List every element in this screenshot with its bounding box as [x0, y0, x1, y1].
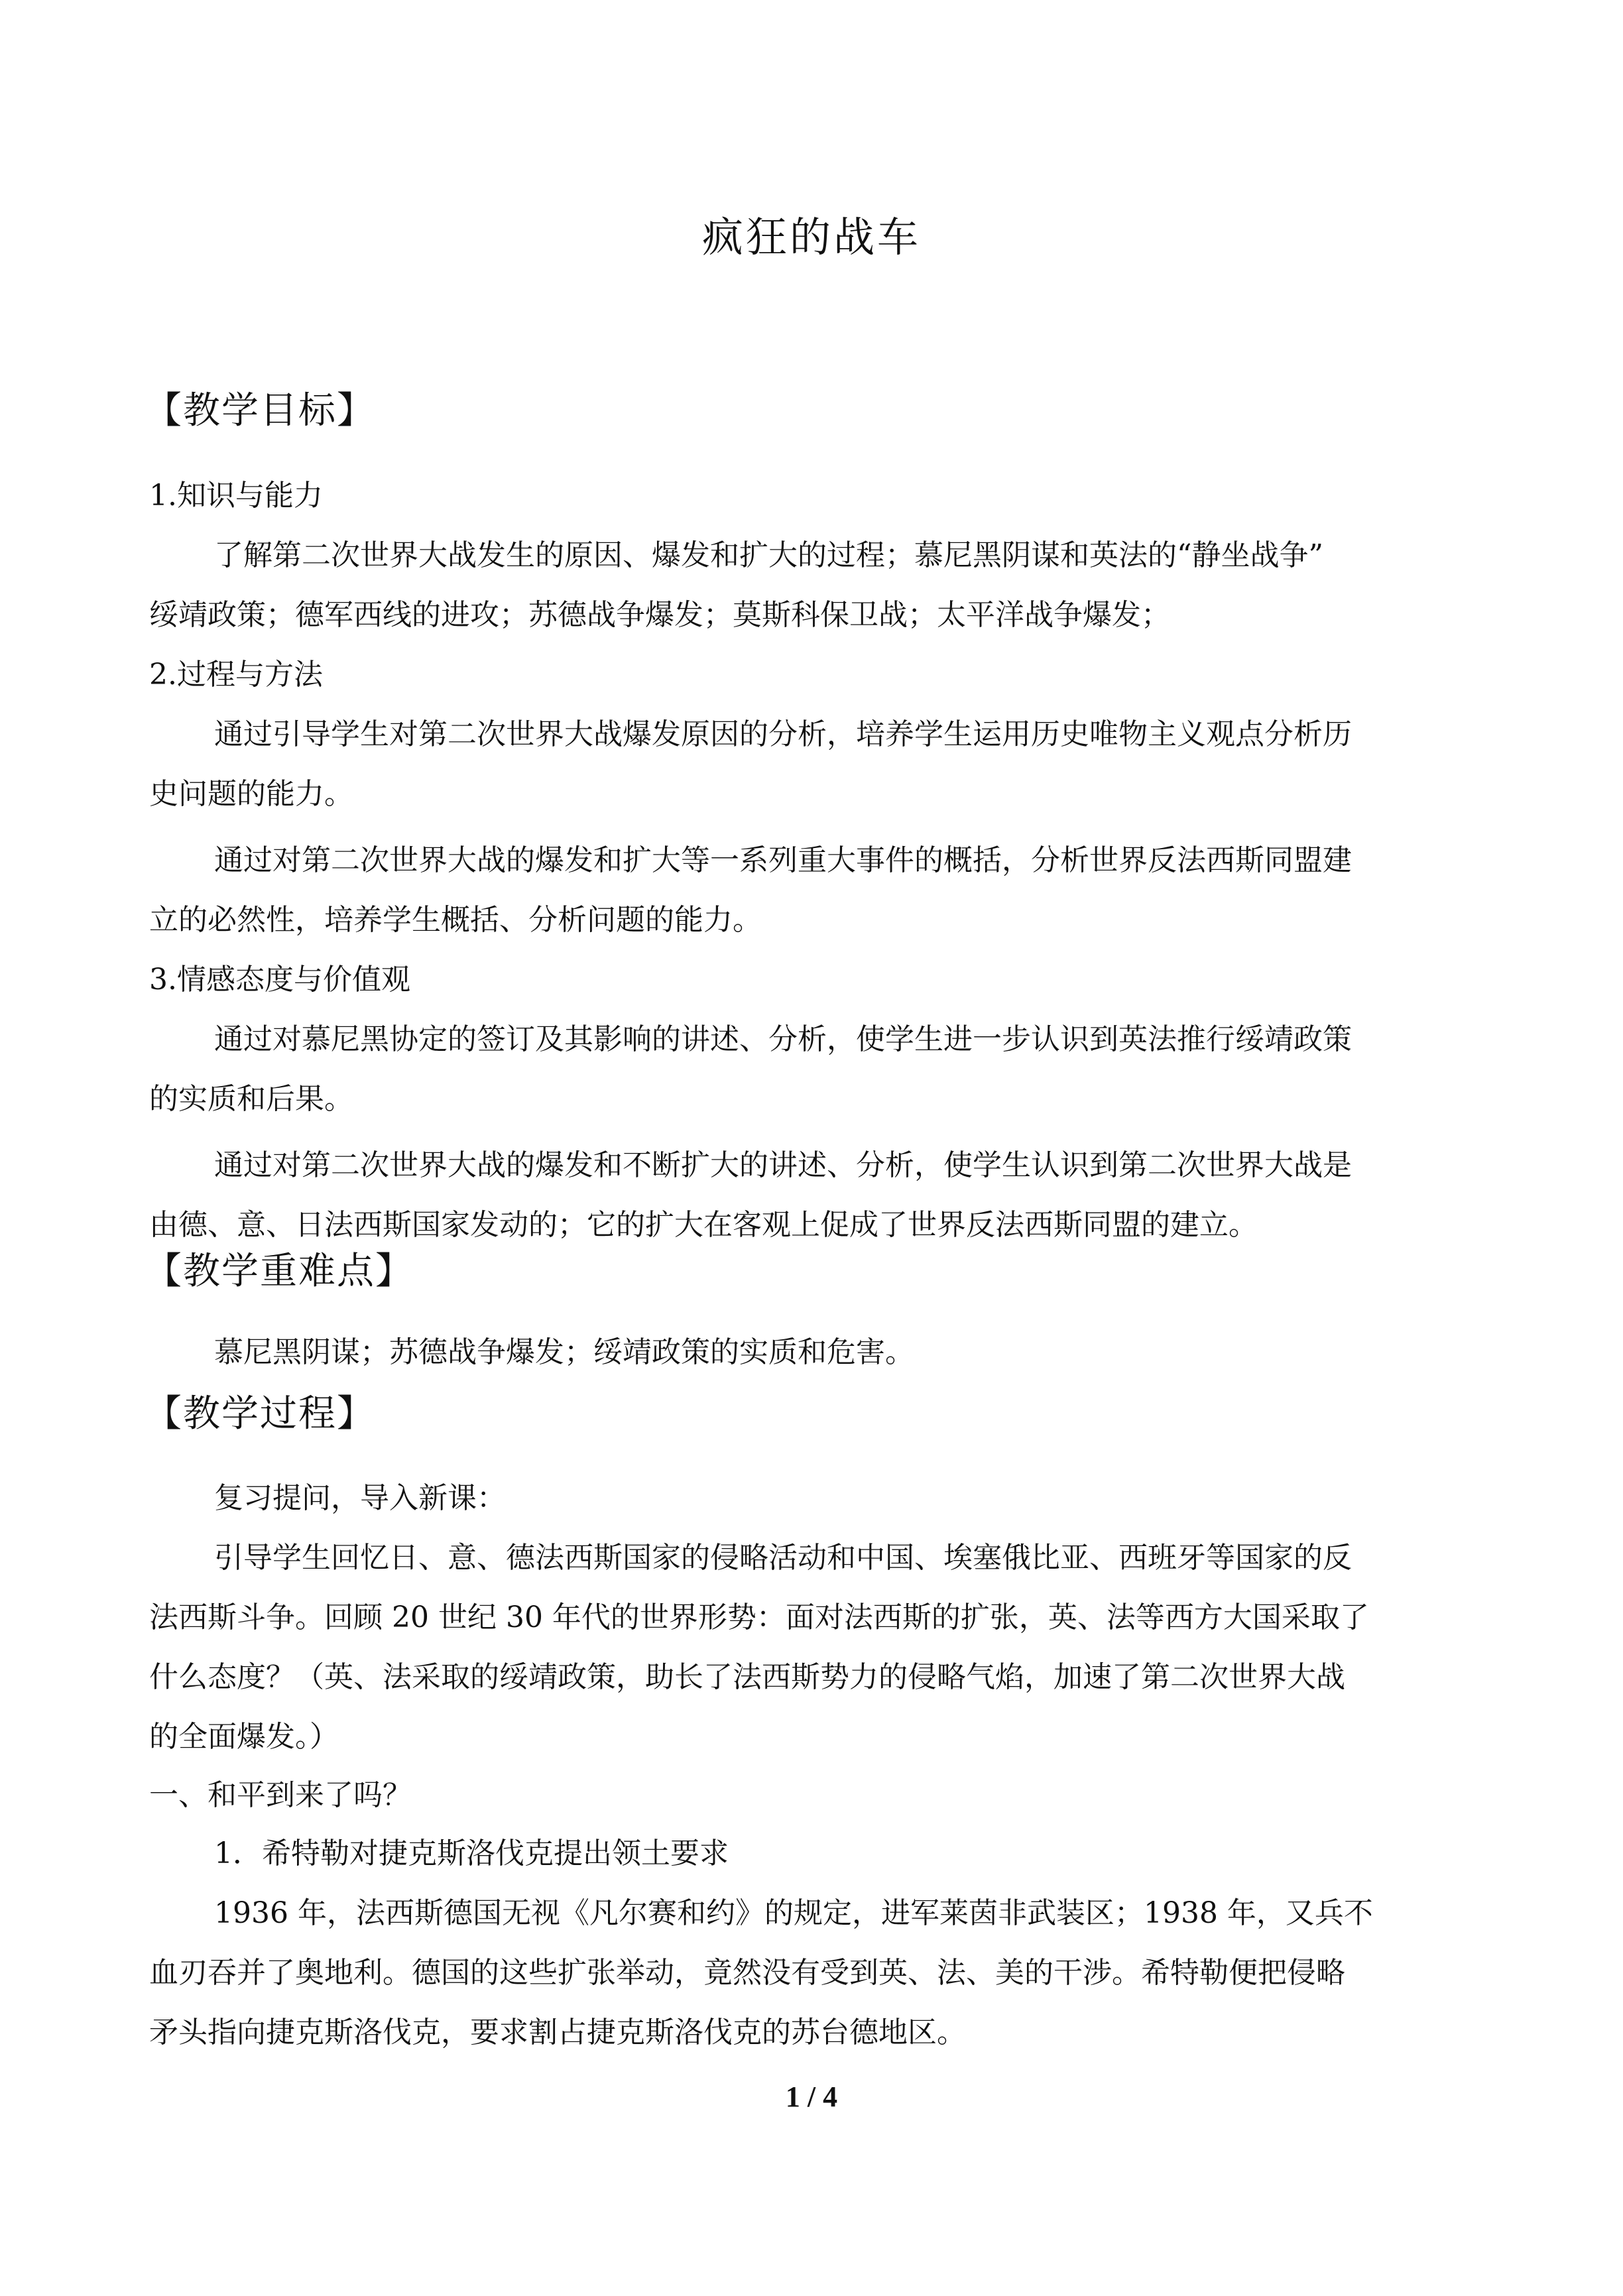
paragraph-line: 了解第二次世界大战发生的原因、爆发和扩大的过程；慕尼黑阴谋和英法的“静坐战争” [214, 538, 1323, 572]
paragraph-line: 法西斯斗争。回顾 20 世纪 30 年代的世界形势：面对法西斯的扩张，英、法等西方大国采取了 [149, 1601, 1369, 1634]
paragraph-line: 引导学生回忆日、意、德法西斯国家的侵略活动和中国、埃塞俄比亚、西班牙等国家的反 [214, 1541, 1352, 1575]
paragraph-line: 通过对第二次世界大战的爆发和扩大等一系列重大事件的概括，分析世界反法西斯同盟建 [214, 843, 1352, 877]
paragraph-line: 立的必然性，培养学生概括、分析问题的能力。 [149, 903, 762, 937]
subsection-subtitle: 1．希特勒对捷克斯洛伐克提出领土要求 [214, 1837, 729, 1870]
section-heading-key-points: 【教学重难点】 [145, 1250, 414, 1293]
paragraph-line: 通过引导学生对第二次世界大战爆发原因的分析，培养学生运用历史唯物主义观点分析历 [214, 717, 1352, 751]
paragraph-line: 血刃吞并了奥地利。德国的这些扩张举动，竟然没有受到英、法、美的干涉。希特勒便把侵略 [149, 1956, 1345, 1990]
page-number: 1 / 4 [785, 2081, 838, 2113]
page-title: 疯狂的战车 [701, 213, 921, 261]
paragraph-line: 的实质和后果。 [149, 1082, 353, 1116]
paragraph-line: 通过对第二次世界大战的爆发和不断扩大的讲述、分析，使学生认识到第二次世界大战是 [214, 1148, 1352, 1182]
paragraph-line: 由德、意、日法西斯国家发动的；它的扩大在客观上促成了世界反法西斯同盟的建立。 [149, 1208, 1258, 1242]
section-heading-objectives: 【教学目标】 [145, 389, 375, 432]
paragraph-line: 通过对慕尼黑协定的签订及其影响的讲述、分析，使学生进一步认识到英法推行绥靖政策 [214, 1022, 1352, 1056]
objective-label-3: 3.情感态度与价值观 [149, 963, 410, 997]
objective-label-1: 1.知识与能力 [149, 479, 323, 513]
paragraph-line: 绥靖政策；德军西线的进攻；苏德战争爆发；莫斯科保卫战；太平洋战争爆发； [149, 598, 1170, 632]
paragraph-line: 什么态度？（英、法采取的绥靖政策，助长了法西斯势力的侵略气焰，加速了第二次世界大战 [149, 1660, 1345, 1694]
paragraph-line: 复习提问，导入新课： [214, 1481, 506, 1515]
paragraph-line: 1936 年，法西斯德国无视《凡尔赛和约》的规定，进军莱茵非武装区；1938 年，又兵不 [214, 1896, 1373, 1930]
objective-label-2: 2.过程与方法 [149, 658, 323, 692]
paragraph-line: 的全面爆发。） [149, 1720, 339, 1754]
paragraph-line: 矛头指向捷克斯洛伐克，要求割占捷克斯洛伐克的苏台德地区。 [149, 2016, 966, 2049]
paragraph-line: 史问题的能力。 [149, 777, 353, 811]
paragraph-line: 慕尼黑阴谋；苏德战争爆发；绥靖政策的实质和危害。 [214, 1335, 914, 1369]
section-heading-process: 【教学过程】 [145, 1392, 375, 1435]
subsection-title: 一、和平到来了吗？ [149, 1778, 412, 1812]
